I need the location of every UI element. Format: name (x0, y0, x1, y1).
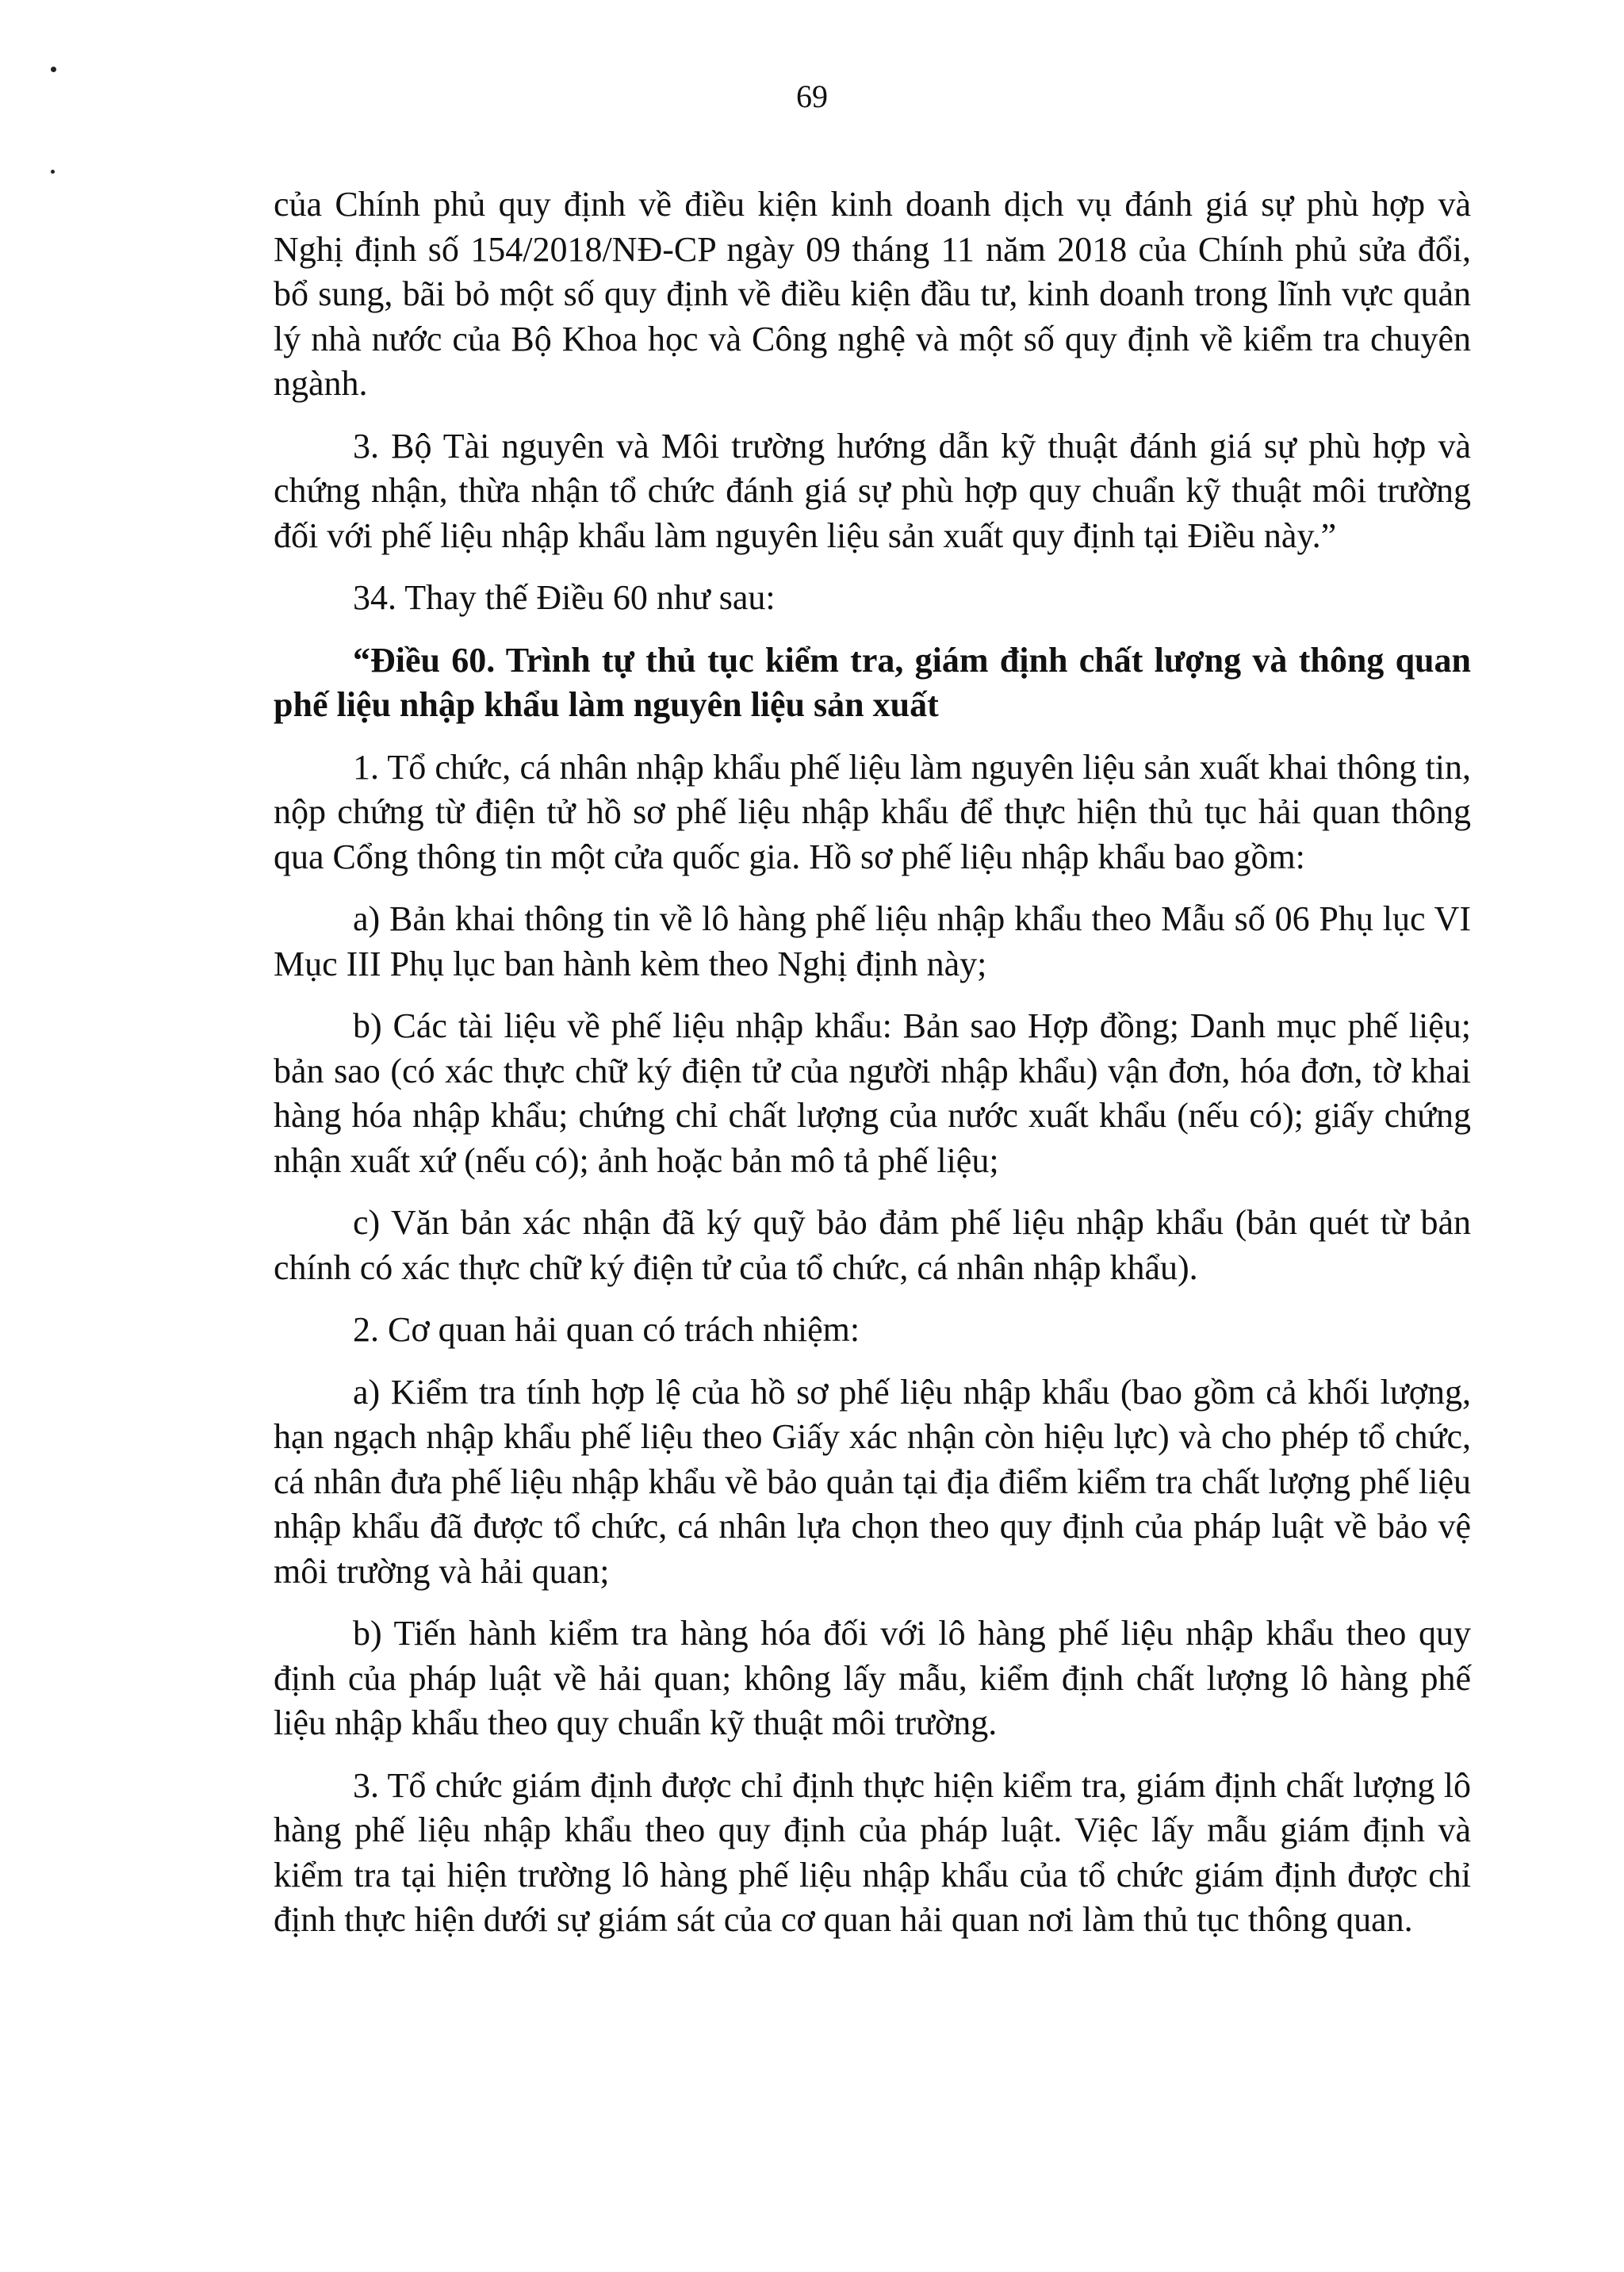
paragraph-clause-3: 3. Tổ chức giám định được chỉ định thực hiện kiểm tra, giám định chất lượng lô hàng phế liệu nhập khẩu theo quy định của pháp luật. Việc lấy mẫu giám định và kiểm tra tại hiện trường lô hàng phế liệu nhập khẩu của tổ chức giám định được chỉ định thực hiện dưới sự giám sát của cơ quan hải quan nơi làm thủ tục thông quan. (274, 1765, 1471, 1939)
article-60-heading: “Điều 60. Trình tự thủ tục kiểm tra, giám định chất lượng và thông quan phế liệu nhập khẩu làm nguyên liệu sản xuất (274, 640, 1471, 724)
paragraph-continuation: của Chính phủ quy định về điều kiện kinh doanh dịch vụ đánh giá sự phù hợp và Nghị định số 154/2018/NĐ-CP ngày 09 tháng 11 năm 2018 của Chính phủ sửa đổi, bổ sung, bãi bỏ một số quy định về điều kiện đầu tư, kinh doanh trong lĩnh vực quản lý nhà nước của Bộ Khoa học và Công nghệ và một số quy định về kiểm tra chuyên ngành. (274, 185, 1471, 403)
scan-speck (51, 170, 55, 174)
paragraph-point-b: b) Tiến hành kiểm tra hàng hóa đối với lô hàng phế liệu nhập khẩu theo quy định của pháp luật về hải quan; không lấy mẫu, kiểm định chất lượng lô hàng phế liệu nhập khẩu theo quy chuẩn kỹ thuật môi trường. (274, 1614, 1471, 1742)
paragraph-item-34: 34. Thay thế Điều 60 như sau: (353, 578, 776, 617)
scan-speck (51, 67, 56, 72)
document-body (274, 182, 1471, 1960)
paragraph-clause-3: 3. Bộ Tài nguyên và Môi trường hướng dẫn kỹ thuật đánh giá sự phù hợp và chứng nhận, thừa nhận tổ chức đánh giá sự phù hợp quy chuẩn kỹ thuật môi trường đối với phế liệu nhập khẩu làm nguyên liệu sản xuất quy định tại Điều này.” (274, 426, 1471, 555)
paragraph-point-c: c) Văn bản xác nhận đã ký quỹ bảo đảm phế liệu nhập khẩu (bản quét từ bản chính có xác thực chữ ký điện tử của tổ chức, cá nhân nhập khẩu). (274, 1203, 1471, 1287)
paragraph-clause-2: 2. Cơ quan hải quan có trách nhiệm: (353, 1310, 860, 1349)
page-number: 69 (796, 79, 828, 114)
paragraph-point-b: b) Các tài liệu về phế liệu nhập khẩu: Bản sao Hợp đồng; Danh mục phế liệu; bản sao (có xác thực chữ ký điện tử của người nhập khẩu) vận đơn, hóa đơn, tờ khai hàng hóa nhập khẩu; chứng chỉ chất lượng của nước xuất khẩu (nếu có); giấy chứng nhận xuất xứ (nếu có); ảnh hoặc bản mô tả phế liệu; (274, 1006, 1471, 1180)
paragraph-point-a: a) Bản khai thông tin về lô hàng phế liệu nhập khẩu theo Mẫu số 06 Phụ lục VI Mục III Phụ lục ban hành kèm theo Nghị định này; (274, 899, 1471, 983)
paragraph-point-a: a) Kiểm tra tính hợp lệ của hồ sơ phế liệu nhập khẩu (bao gồm cả khối lượng, hạn ngạch nhập khẩu phế liệu theo Giấy xác nhận còn hiệu lực) và cho phép tổ chức, cá nhân đưa phế liệu nhập khẩu về bảo quản tại địa điểm kiểm tra chất lượng phế liệu nhập khẩu đã được tổ chức, cá nhân lựa chọn theo quy định của pháp luật về bảo vệ môi trường và hải quan; (274, 1372, 1471, 1591)
paragraph-clause-1: 1. Tổ chức, cá nhân nhập khẩu phế liệu làm nguyên liệu sản xuất khai thông tin, nộp chứng từ điện tử hồ sơ phế liệu nhập khẩu để thực hiện thủ tục hải quan thông qua Cổng thông tin một cửa quốc gia. Hồ sơ phế liệu nhập khẩu bao gồm: (274, 747, 1471, 876)
